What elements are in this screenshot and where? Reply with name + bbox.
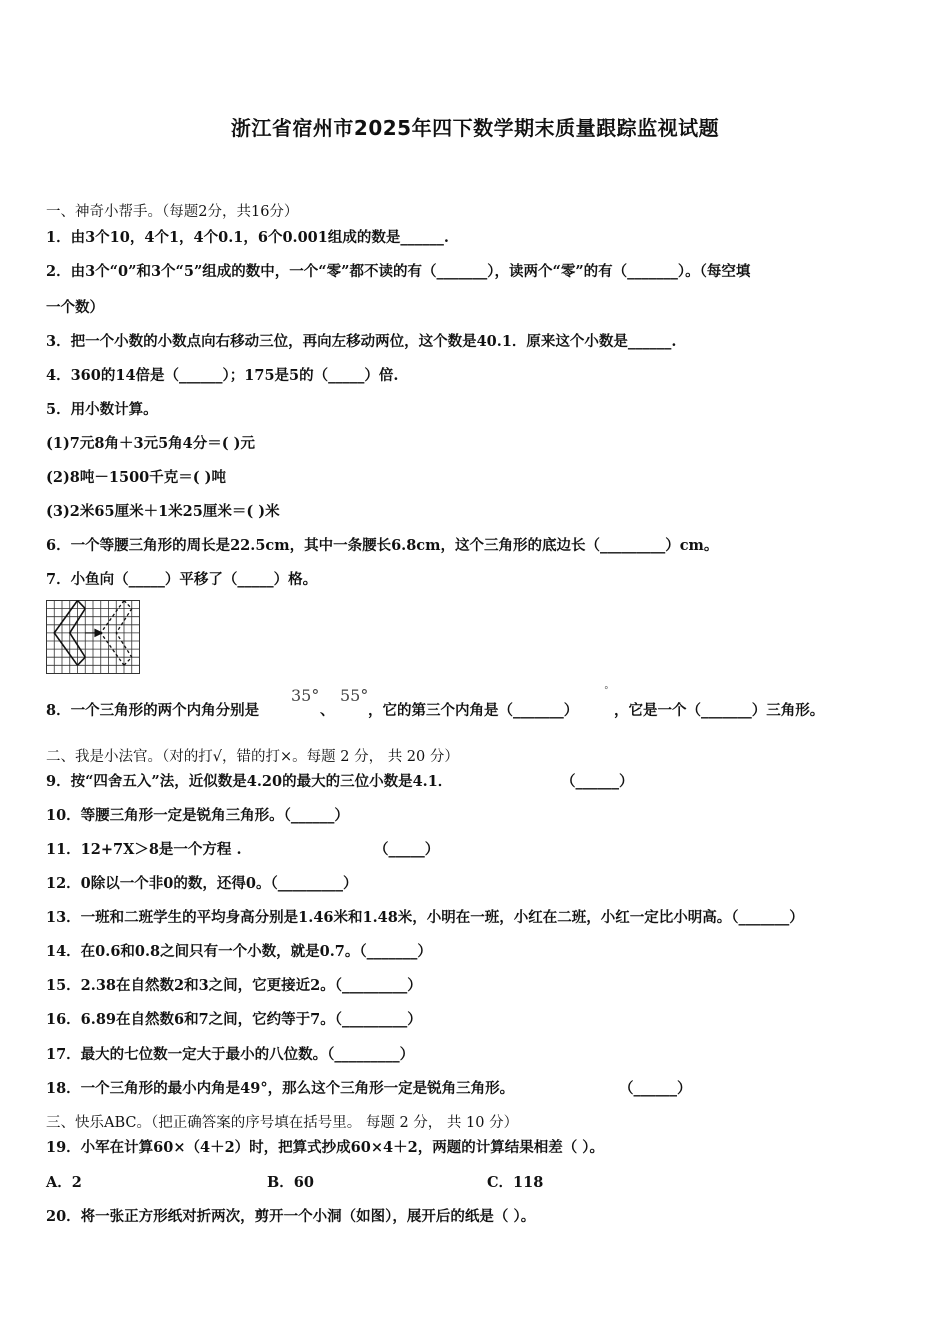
- question-19: 19．小军在计算60×（4＋2）时，把算式抄成60×4＋2，两题的计算结果相差（ ）。: [46, 1139, 604, 1156]
- question-2-line-2: 一个数）: [46, 299, 104, 316]
- question-18: 18．一个三角形的最小内角是49°，那么这个三角形一定是锐角三角形。: [46, 1080, 515, 1097]
- question-17: 17．最大的七位数一定大于最小的八位数。（_________）: [46, 1046, 415, 1063]
- section-2-header: 二、我是小法官。（对的打√，错的打×。每题 2 分， 共 20 分）: [46, 749, 459, 765]
- question-8-separator: 、: [320, 702, 335, 719]
- angle-55: 55°: [340, 686, 369, 705]
- question-14: 14．在0.6和0.8之间只有一个小数，就是0.7。（_______）: [46, 943, 432, 960]
- question-6: 6．一个等腰三角形的周长是22.5cm，其中一条腰长6.8cm，这个三角形的底边长（_________）cm。: [46, 537, 719, 554]
- question-5: 5．用小数计算。: [46, 401, 158, 418]
- question-11-answer: （_____）: [374, 841, 440, 858]
- question-8-end: ，它是一个（_______）三角形。: [614, 702, 825, 719]
- question-2-line-1: 2．由3个“0”和3个“5”组成的数中，一个“零”都不读的有（_______），读两个“零”的有（_______）。（每空填: [46, 263, 751, 280]
- translation-arrow: [85, 630, 102, 637]
- question-11: 11．12+7X＞8是一个方程 .: [46, 841, 242, 858]
- question-8-middle: ，它的第三个内角是（_______）: [368, 702, 579, 719]
- question-9-answer: （______）: [561, 773, 634, 790]
- question-5-part-2: (2)8吨－1500千克＝( )吨: [46, 469, 227, 486]
- question-20: 20．将一张正方形纸对折两次，剪开一个小洞（如图），展开后的纸是（ ）。: [46, 1208, 536, 1225]
- question-13: 13．一班和二班学生的平均身高分别是1.46米和1.48米，小明在一班，小红在二班，小红一定比小明高。（_______）: [46, 909, 804, 926]
- question-8-start: 8．一个三角形的两个内角分别是: [46, 702, 260, 719]
- question-15: 15．2.38在自然数2和3之间，它更接近2。（_________）: [46, 977, 422, 994]
- degree-mark: °: [604, 686, 609, 696]
- angle-35: 35°: [291, 686, 320, 705]
- grid-lines: [47, 601, 140, 674]
- page-title: 浙江省宿州市2025年四下数学期末质量跟踪监视试题: [230, 116, 720, 140]
- question-5-part-1: (1)7元8角＋3元5角4分＝( )元: [46, 435, 256, 452]
- section-1-header: 一、神奇小帮手。（每题2分，共16分）: [46, 204, 299, 220]
- question-1: 1．由3个10，4个1，4个0.1，6个0.001组成的数是______.: [46, 229, 449, 246]
- question-9: 9．按“四舍五入”法，近似数是4.20的最大的三位小数是4.1．: [46, 773, 453, 790]
- question-16: 16．6.89在自然数6和7之间，它约等于7。（_________）: [46, 1011, 422, 1028]
- section-3-header: 三、快乐ABC。（把正确答案的序号填在括号里。 每题 2 分， 共 10 分）: [46, 1115, 519, 1131]
- question-4: 4．360的14倍是（______）；175是5的（_____）倍.: [46, 367, 399, 384]
- question-3: 3．把一个小数的小数点向右移动三位，再向左移动两位，这个数是40.1．原来这个小数是______.: [46, 333, 677, 350]
- question-10: 10．等腰三角形一定是锐角三角形。（______）: [46, 807, 349, 824]
- fish-grid-figure: [46, 600, 142, 676]
- question-19-option-b: B．60: [267, 1174, 314, 1191]
- question-18-answer: （______）: [619, 1080, 692, 1097]
- question-12: 12．0除以一个非0的数，还得0。（_________）: [46, 875, 358, 892]
- question-5-part-3: (3)2米65厘米＋1米25厘米＝( )米: [46, 503, 280, 520]
- question-19-option-a: A．2: [46, 1174, 82, 1191]
- question-7: 7．小鱼向（_____）平移了（_____）格。: [46, 571, 318, 588]
- question-19-option-c: C．118: [487, 1174, 544, 1191]
